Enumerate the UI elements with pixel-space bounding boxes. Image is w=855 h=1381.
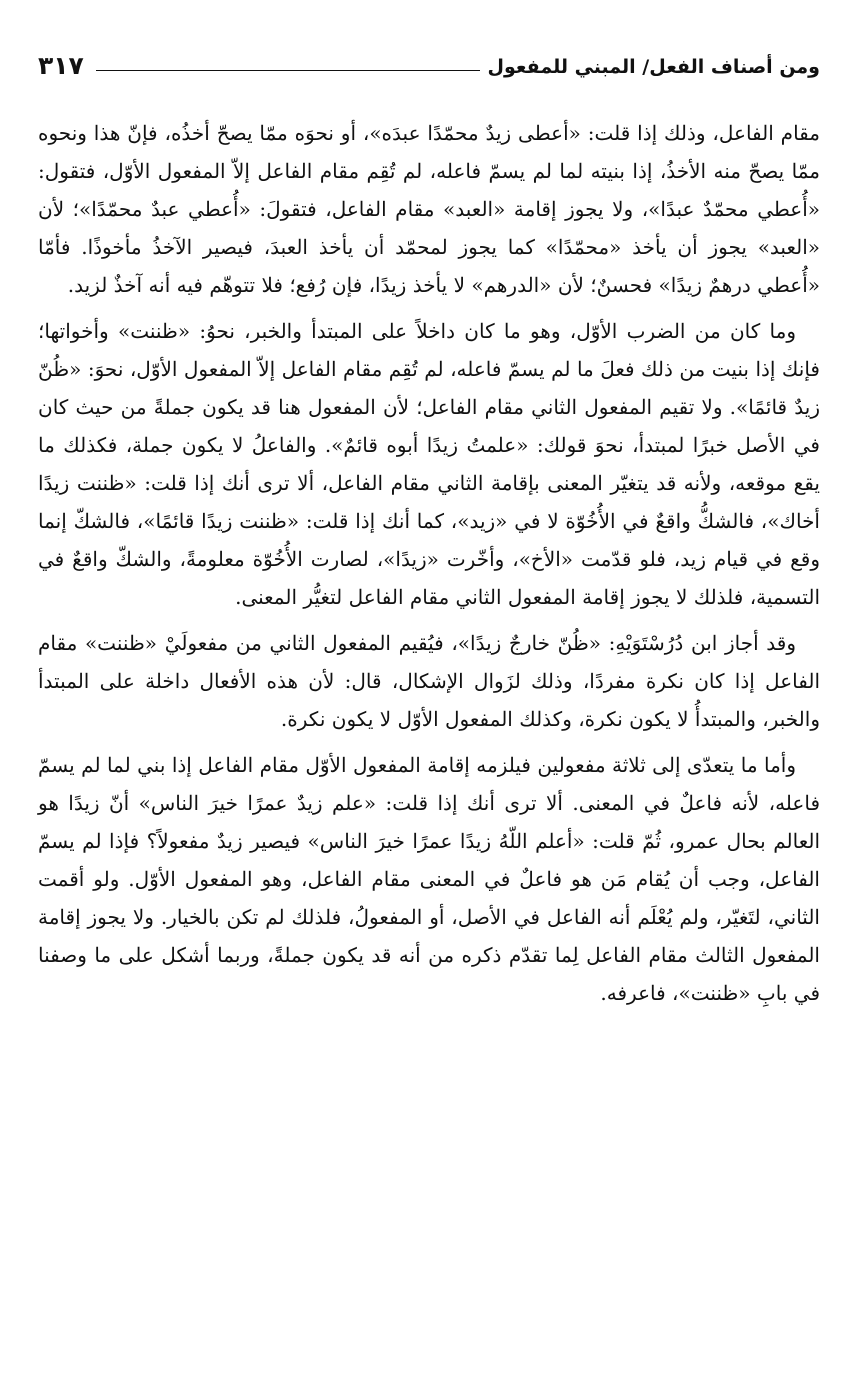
running-head bbox=[38, 38, 820, 78]
paragraph bbox=[38, 114, 820, 304]
paragraph-text: وما كان من الضرب الأوّل، وهو ما كان داخلاً على المبتدأ والخبر، نحوُ: «ظننت» وأخواتها؛ فإنك إذا بنيت من ذلك فعلَ ما لم يسمّ فاعله، لم تُقِم مقام الفاعل إلاّ المفعول الأوّل، نحوَ: «ظُنّ زيدٌ قائمًا». ولا تقيم المفعول الثاني مقام الفاعل؛ لأن المفعول هنا قد يكون جملةً من حيث كان في الأصل خبرًا لمبتدأ، نحوَ قولك: «علمتُ زيدًا أبوه قائمٌ». والفاعلُ لا يكون جملة، فكذلك ما يقع موقعه، ولأنه قد يتغيّر المعنى بإقامة الثاني مقام الفاعل، ألا ترى أنك إذا قلت: «ظننت زيدًا أخاك»، فالشكُّ واقعٌ في الأُخُوّة لا في «زيد»، كما أنك إذا قلت: «ظننت زيدًا قائمًا»، فالشكّ إنما وقع في قيام زيد، فلو قدّمت «الأخ»، وأخّرت «زيدًا»، لصارت الأُخُوّة معلومةً، والشكّ واقعٌ في التسمية، فلذلك لا يجوز إقامة المفعول الثاني مقام الفاعل لتغيُّر المعنى. bbox=[38, 319, 820, 609]
paragraph-text: وأما ما يتعدّى إلى ثلاثة مفعولين فيلزمه إقامة المفعول الأوّل مقام الفاعل إذا بني لما لم يسمّ فاعله، لأنه فاعلٌ في المعنى. ألا ترى أنك إذا قلت: «علم زيدٌ عمرًا خيرَ الناس» أنّ زيدًا هو العالم بحال عمرو، ثُمّ قلت: «أعلم اللّهُ زيدًا عمرًا خيرَ الناس» فيصير زيدٌ مفعولاً؟ فإذا لم يسمّ الفاعل، وجب أن يُقام مَن هو فاعلٌ في المعنى مقام الفاعل، وهو المفعول الأوّل. ولو أقمت الثاني، لتَغيّر، ولم يُعْلَم أنه الفاعل في الأصل، أو المفعولُ، فلذلك لم تكن بالخيار. ولا يجوز إقامة المفعول الثالث مقام الفاعل لِما تقدّم ذكره من أنه قد يكون جملةً، وربما أشكل على ما وصفنا في بابِ «ظننت»، فاعرفه. bbox=[38, 753, 821, 1005]
header-rule bbox=[96, 70, 480, 71]
page-body bbox=[38, 114, 820, 1012]
paragraph bbox=[38, 312, 820, 616]
running-title: ومن أصناف الفعل/ المبني للمفعول bbox=[487, 56, 820, 78]
paragraph bbox=[38, 624, 820, 738]
paragraph-text: مقام الفاعل، وذلك إذا قلت: «أعطى زيدٌ محمّدًا عبدَه»، أو نحوَه ممّا يصحّ أخذُه، فإنّ هذا ونحوه ممّا يصحّ منه الأخذُ، إذا بنيته لما لم يسمّ فاعله، لم تُقِم مقام الفاعل إلاّ المفعول الأوّل، فتقول: «أُعطي محمّدٌ عبدًا»، ولا يجوز إقامة «العبد» مقام الفاعل، فتقولَ: «أُعطي عبدٌ محمّدًا»؛ لأن «العبد» يجوز أن يأخذ «محمّدًا» كما يجوز لمحمّد أن يأخذ العبدَ، فيصير الآخذُ مأخوذًا. فأمّا «أُعطي درهمٌ زيدًا» فحسنٌ؛ لأن «الدرهم» لا يأخذ زيدًا، فإن رُفع؛ فلا تتوهّم فيه أنه آخذٌ لزيد. bbox=[38, 121, 821, 297]
page-number: ٣١٧ bbox=[38, 51, 84, 80]
paragraph bbox=[38, 746, 820, 1012]
paragraph-text: وقد أجاز ابن دُرُسْتَوَيْهِ: «ظُنّ خارجٌ زيدًا»، فيُقيم المفعول الثاني من مفعولَيْ «ظننت» مقام الفاعل إذا كان نكرة مفردًا، وذلك لزَوال الإشكال، قال: لأن هذه الأفعال داخلة على المبتدأ والخبر، والمبتدأُ لا يكون نكرة، وكذلك المفعول الأوّل لا يكون نكرة. bbox=[38, 631, 820, 731]
